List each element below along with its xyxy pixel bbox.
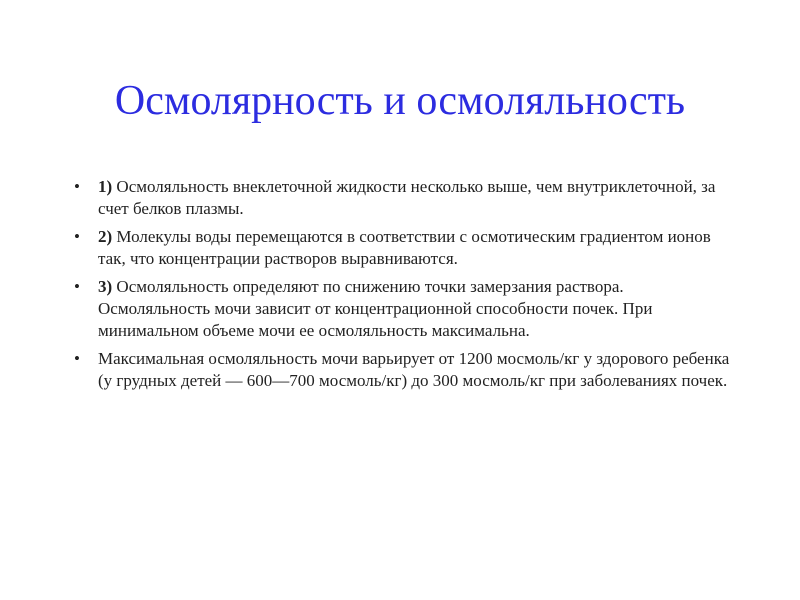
bullet-text: Осмоляльность определяют по снижению точки замерзания раствора. Осмоляльность мочи зависит от концентрационной способности почек. При минимальном объеме мочи ее осмоляльность максимальна. xyxy=(98,277,653,340)
bullet-item-1 xyxy=(72,176,732,220)
bullet-item-2 xyxy=(72,226,732,270)
bullet-text: Молекулы воды перемещаются в соответствии с осмотическим градиентом ионов так, что концентрации растворов выравниваются. xyxy=(98,227,711,268)
bullet-item-3 xyxy=(72,276,732,342)
bullet-icon: • xyxy=(74,227,80,246)
slide-title: Осмолярность и осмоляльность xyxy=(114,78,686,124)
bullet-text: Осмоляльность внеклеточной жидкости несколько выше, чем внутриклеточной, за счет белков плазмы. xyxy=(98,177,716,218)
bullet-icon: • xyxy=(74,277,80,296)
bullet-number: 2) xyxy=(98,227,113,246)
bullet-icon: • xyxy=(74,177,80,196)
bullet-item-4 xyxy=(72,348,732,392)
bullet-list xyxy=(72,176,732,398)
bullet-text: Максимальная осмоляльность мочи варьирует от 1200 мосмоль/кг у здорового ребенка (у грудных детей — 600—700 мосмоль/кг) до 300 мосмоль/кг при заболеваниях почек. xyxy=(98,349,730,390)
bullet-number: 3) xyxy=(98,277,113,296)
bullet-number: 1) xyxy=(98,177,113,196)
bullet-icon: • xyxy=(74,349,80,368)
